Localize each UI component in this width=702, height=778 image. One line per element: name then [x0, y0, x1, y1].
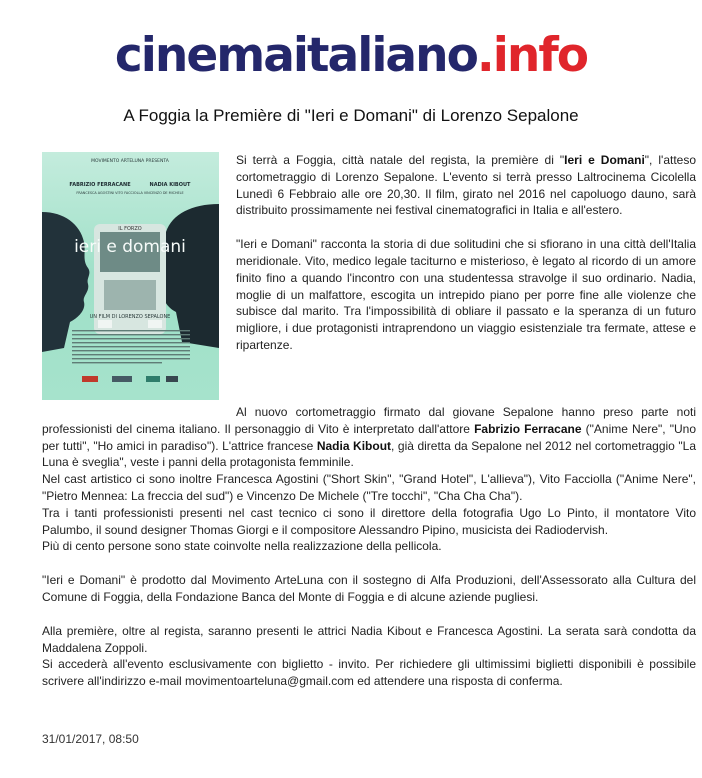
p3-text-a: Al nuovo cortometraggio firmato dal giovane Sepalone hanno preso parte noti professionisti del cinema italiano. Il personaggio di Vito è interpretato dall'attore — [42, 405, 696, 436]
poster-actor2: NADIA KIBOUT — [149, 182, 191, 188]
logo-dot: . — [476, 28, 493, 83]
paragraph-tickets: Si accederà all'evento esclusivamente con biglietto - invito. Per richiedere gli ultimissimi biglietti disponibili è possibile scrivere all'indirizzo e-mail movimentoarteluna@gmail.com ed attendere una risposta di conferma. — [42, 657, 696, 689]
paragraph-intro — [236, 152, 696, 219]
article-body — [42, 404, 696, 690]
svg-text:IL FORZO: IL FORZO — [118, 226, 142, 232]
p3-actor-kibout: Nadia Kibout — [316, 438, 392, 453]
poster-film-title: ieri e domani — [74, 237, 186, 257]
paragraph-cast-others: Nel cast artistico ci sono inoltre Francesca Agostini ("Short Skin", "Grand Hotel", L'allieva"), Vito Facciolla ("Anime Nere", "Pietro Mennea: La freccia del sud") e Vincenzo De Michele ("Tre tocchi", "Cha Cha Cha"). — [42, 472, 696, 503]
p3-actor-ferracane: Fabrizio Ferracane — [474, 421, 582, 436]
poster-production-text: MOVIMENTO ARTELUNA PRESENTA — [91, 159, 169, 164]
p1-film-title: Ieri e Domani — [564, 153, 645, 167]
p1-text-a: Si terrà a Foggia, città natale del regista, la première di " — [236, 153, 565, 167]
poster-actor1: FABRIZIO FERRACANE — [69, 182, 131, 188]
poster-cast-line: FRANCESCA AGOSTINI VITO FACCIOLLA VINCENZO DE MICHELE — [76, 191, 184, 195]
film-poster-image — [42, 152, 219, 400]
paragraph-production: "Ieri e Domani" è prodotto dal Movimento ArteLuna con il sostegno di Alfa Produzioni, dell'Assessorato alla Cultura del Comune di Foggia, della Fondazione Banca del Monte di Foggia e di alcune aziende pugliesi. — [42, 573, 696, 604]
article-title: A Foggia la Première di "Ieri e Domani" di Lorenzo Sepalone — [123, 106, 579, 125]
p3-text-c: ("Anime Nere", "Uno per tutti", "Ho amici in paradiso"). L'attrice francese — [42, 421, 696, 453]
logo-main-text: cinemaitaliano — [114, 28, 477, 83]
p1-text-c: ", l'atteso cortometraggio di Lorenzo Sepalone. L'evento si terrà presso Laltrocinema Cicolella Lunedì 6 Febbraio alle ore 20,30. Il film, girato nel 2016 nel capoluogo dauno, sarà distribuito prossimamente nei festival cinematografici in Italia e all'estero. — [236, 153, 697, 218]
article-date: 31/01/2017, 08:50 — [42, 732, 139, 746]
paragraph-cast — [42, 404, 696, 471]
logo-tld: info — [492, 28, 588, 83]
paragraph-synopsis: "Ieri e Domani" racconta la storia di due solitudini che si sfiorano in una città dell'Italia meridionale. Vito, medico legale taciturno e misterioso, è legato al ricordo di un amore finito fino a quando l'incontro con una studentessa stravolge il suo ordinario. Nadia, moglie di un malfattore, escogita un intrepido piano per porre fine alle violenze che subisce dal marito. Tra l'impossibilità di obliare il passato e la speranza di un futuro migliore, i due protagonisti intraprendono un viaggio esistenziale tra fermate, attese e ripartenze. — [236, 237, 696, 352]
p3-text-e: , già diretta da Sepalone nel 2012 nel cortometraggio "La Luna è sveglia", veste i panni della protagonista femminile. — [42, 438, 697, 470]
poster-director: UN FILM DI LORENZO SEPALONE — [89, 314, 171, 320]
article-intro — [236, 152, 696, 354]
paragraph-crew: Tra i tanti professionisti presenti nel cast tecnico ci sono il direttore della fotografia Ugo Lo Pinto, il montatore Vito Palumbo, il sound designer Thomas Giorgi e il compositore Alessandro Pipino, musicista dei Radiodervish. — [42, 505, 696, 537]
paragraph-people: Più di cento persone sono state coinvolte nella realizzazione della pellicola. — [42, 539, 442, 554]
site-logo[interactable] — [0, 26, 702, 86]
paragraph-premiere: Alla première, oltre al regista, saranno presenti le attrici Nadia Kibout e Francesca Agostini. La serata sarà condotta da Maddalena Zoppoli. — [42, 623, 696, 655]
